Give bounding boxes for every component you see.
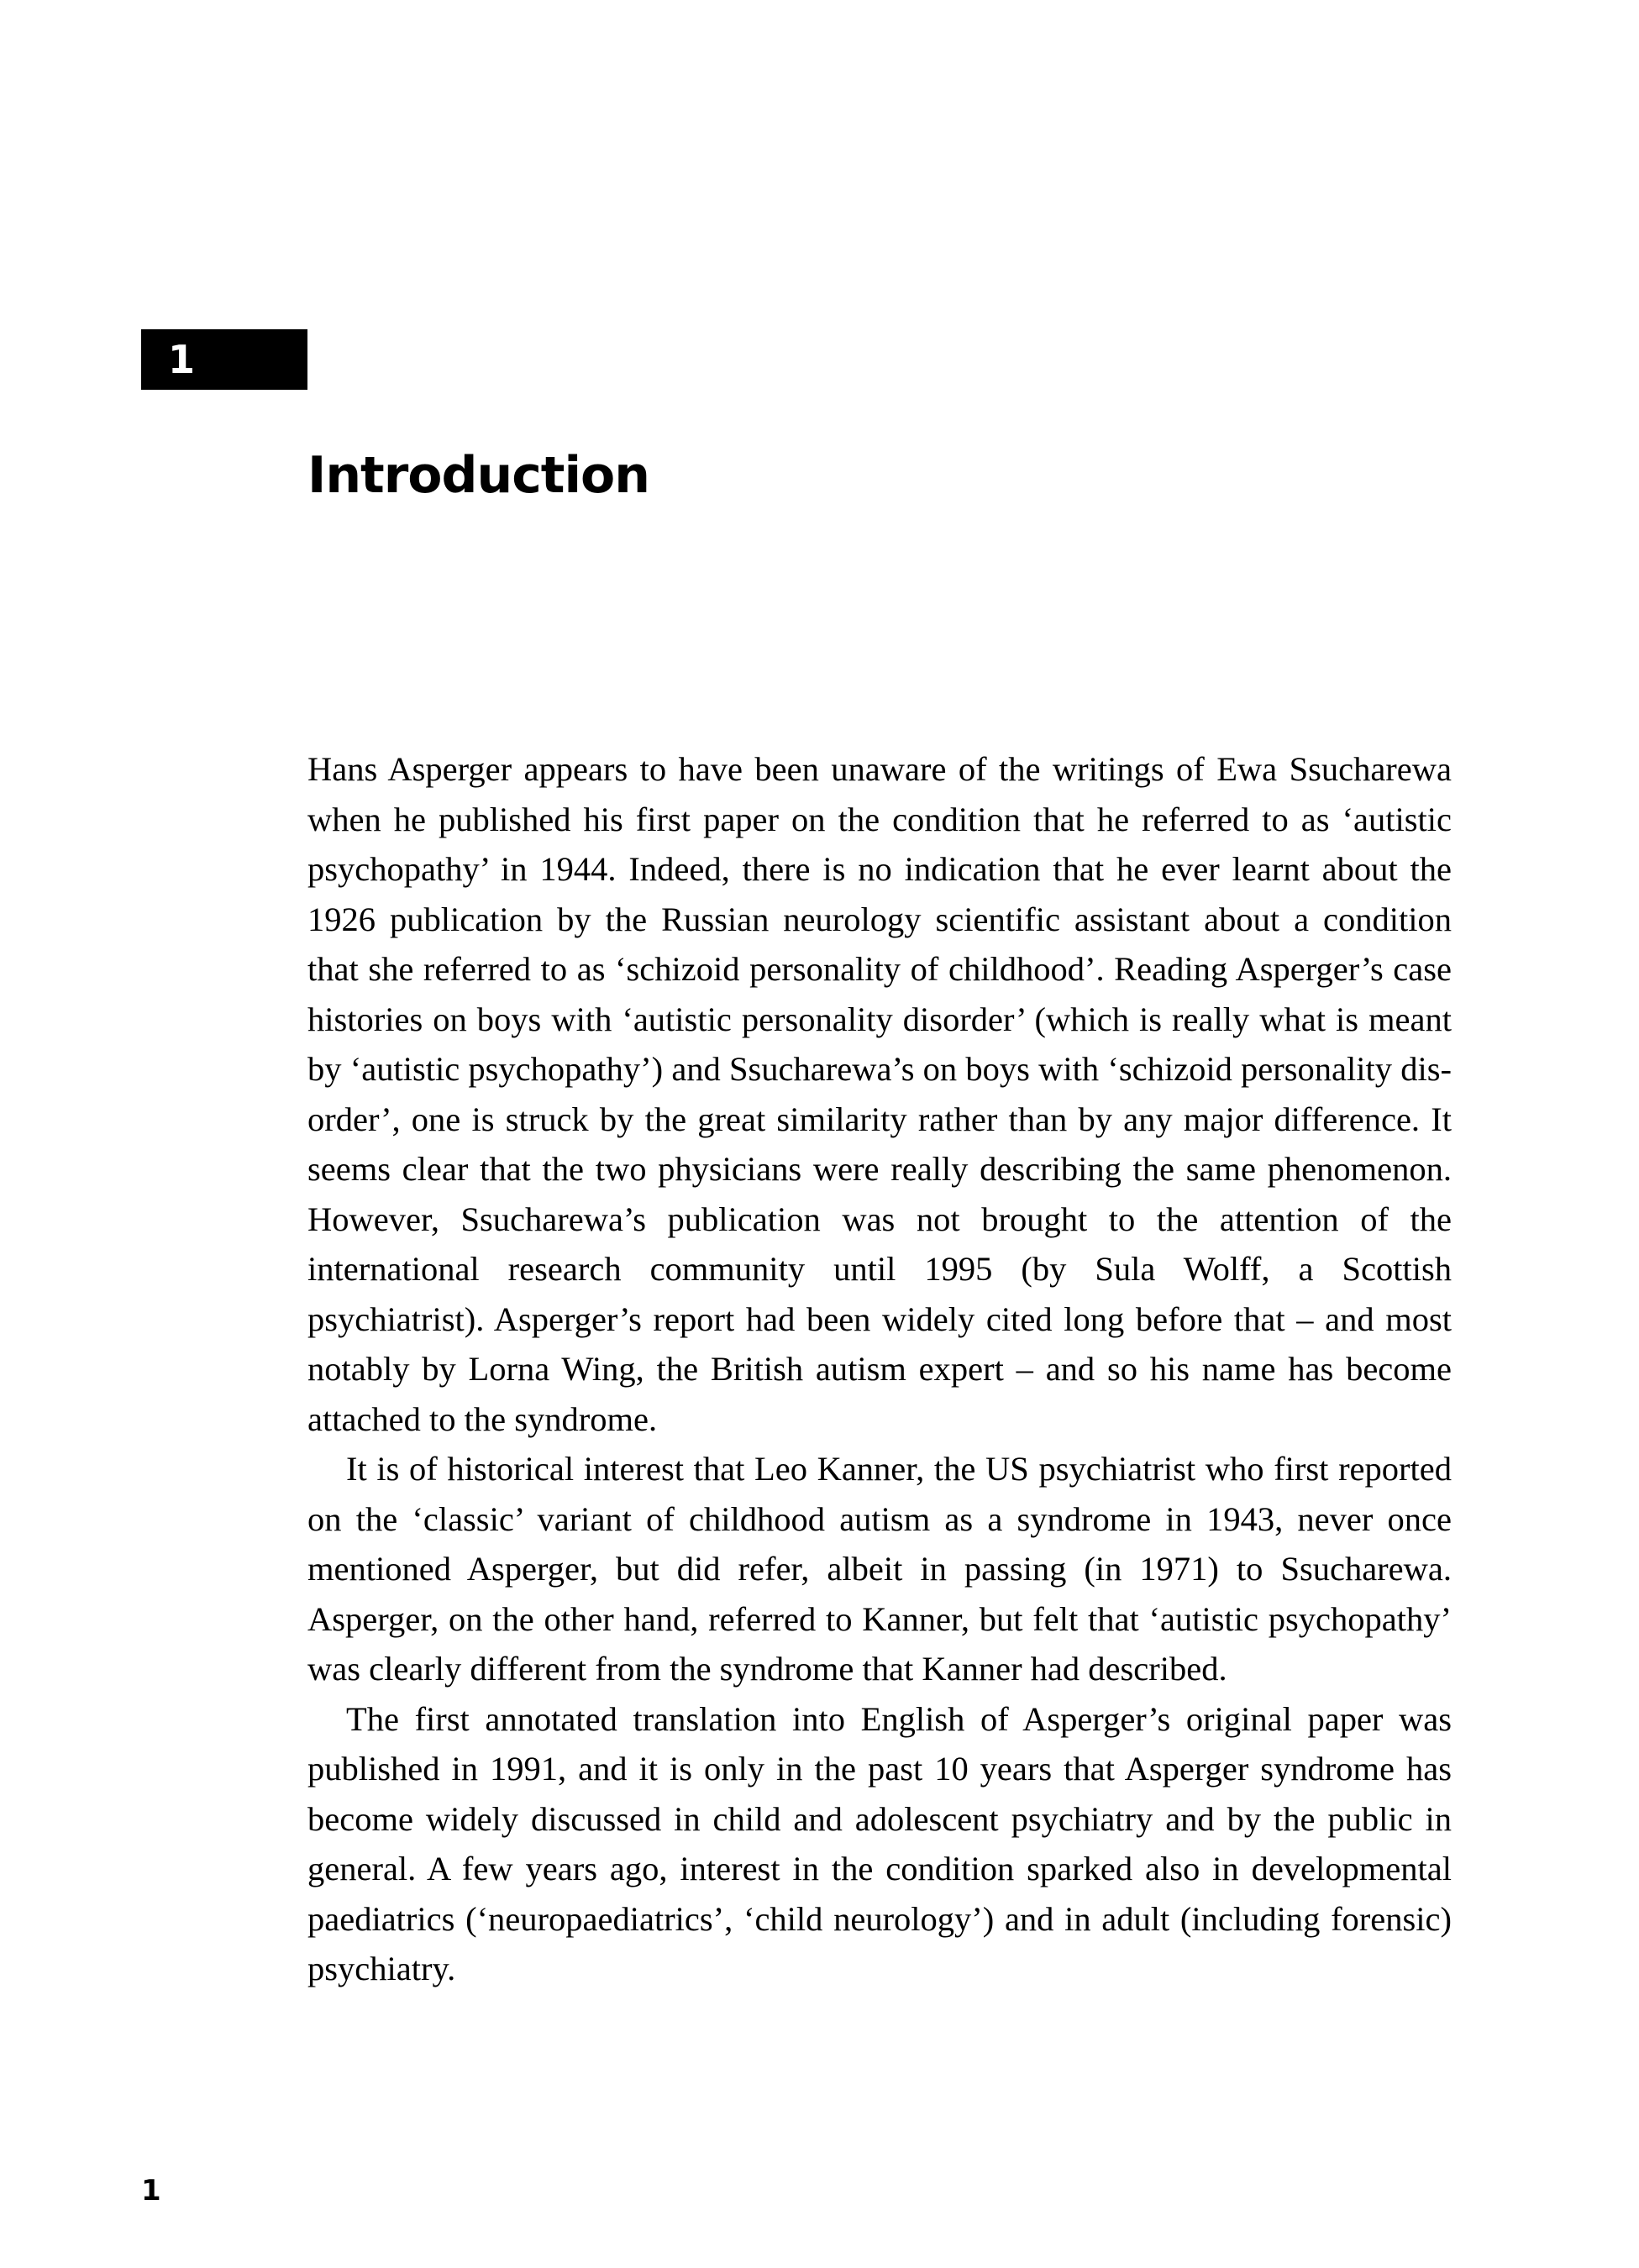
chapter-title: Introduction — [307, 446, 649, 505]
paragraph: The first annotated translation into English of Asperger’s original paper was published in 1991, and it is only in the past 10 years that Asperger syndrome has become widely discussed in child and adolescent psychiatry and by the public in general. A few years ago, interest in the condition sparked also in developmental paediatrics (‘neuropaediatrics’, ‘child neurology’) and in adult (including forensic) psychiatry. — [307, 1699, 1452, 1987]
chapter-number: 1 — [168, 337, 196, 382]
body-text — [307, 744, 1452, 1994]
paragraph: Hans Asperger appears to have been unaware of the writings of Ewa Ssucharewa when he published his first paper on the condition that he referred to as ‘autistic psychopathy’ in 1944. Indeed, there is no indication that he ever learnt about the 1926 publication by the Russian neurology scientific assistant about a condition that she referred to as ‘schizoid personality of childhood’. Reading Asperger’s case histories on boys with ‘autistic personality disorder’ (which is really what is meant by ‘autistic psychopathy’) and Ssucharewa’s on boys with ‘schizoid personality disorder’, one is struck by the great similarity rather than by any major difference. It seems clear that the two physicians were really describing the same phenomenon. However, Ssucharewa’s publication was not brought to the attention of the international research community until 1995 (by Sula Wolff, a Scottish psychiatrist). Asperger’s report had been widely cited long before that – and most notably by Lorna Wing, the British autism expert – and so his name has become attached to the syndrome. — [307, 750, 1452, 1438]
paragraph: It is of historical interest that Leo Kanner, the US psychiatrist who first reported on the ‘classic’ variant of childhood autism as a syndrome in 1943, never once mentioned Asperger, but did refer, albeit in passing (in 1971) to Ssucharewa. Asperger, on the other hand, referred to Kanner, but felt that ‘autistic psychopathy’ was clearly different from the syndrome that Kanner had described. — [307, 1450, 1452, 1688]
page-number: 1 — [141, 2174, 161, 2208]
chapter-number-box — [141, 329, 307, 390]
